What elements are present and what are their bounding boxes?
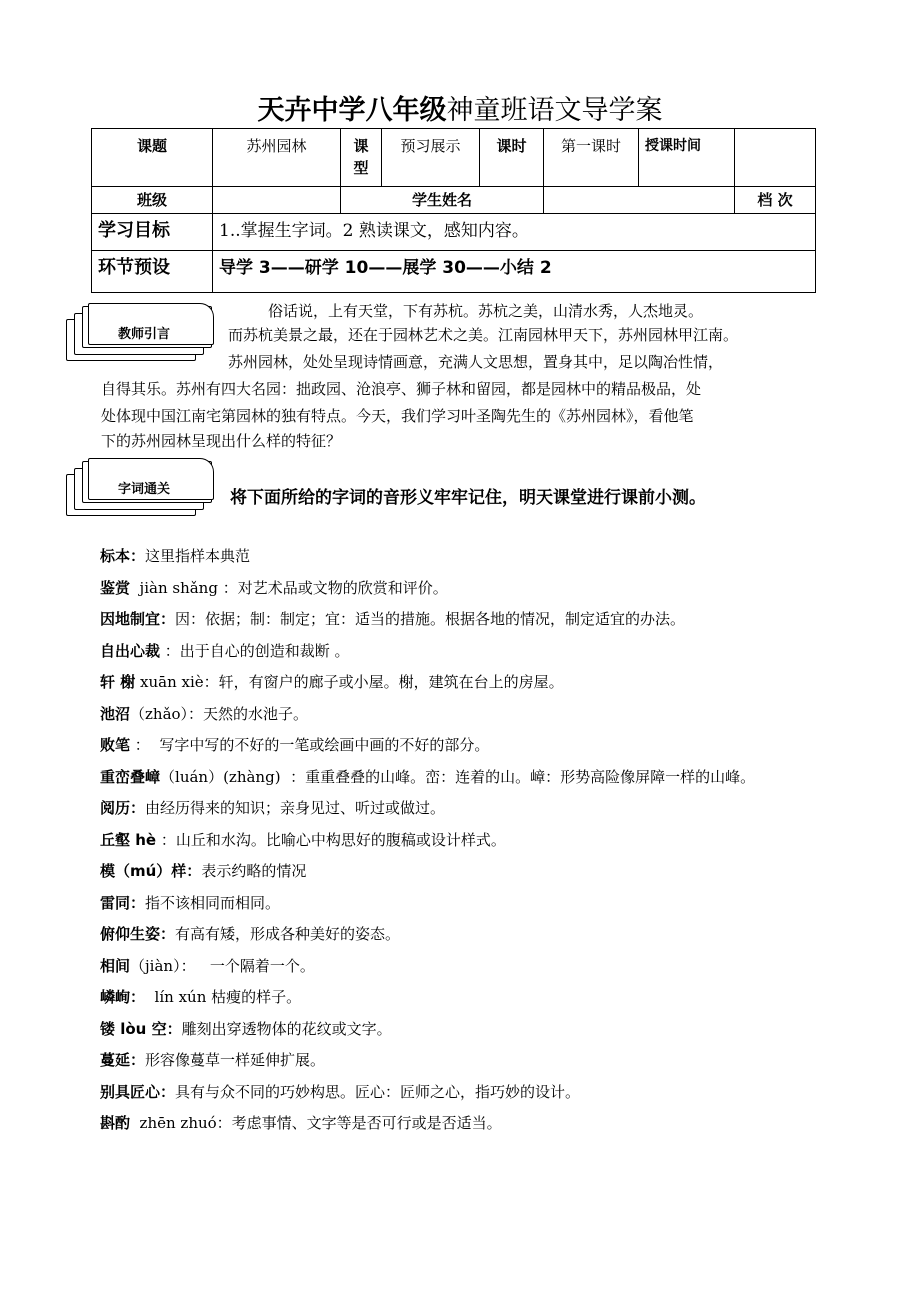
vocab-entry bbox=[100, 951, 830, 983]
vocab-definition: ： 写字中写的不好的一笔或绘画中画的不好的部分。 bbox=[130, 736, 490, 754]
vocab-entry bbox=[100, 541, 830, 573]
intro-line: 而苏杭美景之最，还在于园林艺术之美。江南园林甲天下，苏州园林甲江南。 bbox=[228, 326, 739, 344]
vocab-definition: lín xún 枯瘦的样子。 bbox=[145, 988, 302, 1006]
label-teach-time: 授课时间 bbox=[639, 129, 735, 187]
vocab-entry bbox=[100, 793, 830, 825]
vocab-definition: 有高有矮，形成各种美好的姿态。 bbox=[175, 925, 401, 943]
vocab-entry bbox=[100, 888, 830, 920]
vocab-term: 池沼 bbox=[100, 704, 131, 723]
vocabulary-list bbox=[100, 541, 830, 1140]
vocab-term: 蔓延： bbox=[100, 1051, 146, 1069]
vocab-entry bbox=[100, 1014, 830, 1046]
vocab-term: 阅历： bbox=[100, 799, 146, 817]
vocab-definition: 由经历得来的知识；亲身见过、听过或做过。 bbox=[145, 799, 446, 817]
vocab-entry bbox=[100, 982, 830, 1014]
vocab-term: 鉴赏 bbox=[100, 578, 131, 597]
vocab-term: 败笔 bbox=[100, 736, 131, 754]
vocab-term: 嶙峋： bbox=[100, 988, 146, 1006]
value-learning-goal: 1..掌握生字词。2 熟读课文，感知内容。 bbox=[213, 214, 816, 251]
vocab-definition: （luán）(zhàng) ：重重叠叠的山峰。峦：连着的山。嶂：形势高险像屏障一样的山峰。 bbox=[160, 767, 756, 786]
intro-line: 处体现中国江南宅第园林的独有特点。今天，我们学习叶圣陶先生的《苏州园林》，看他笔 bbox=[101, 407, 694, 425]
vocab-definition: zhēn zhuó：考虑事情、文字等是否可行或是否适当。 bbox=[130, 1114, 502, 1132]
vocab-term: 镂 lòu 空： bbox=[100, 1019, 182, 1038]
vocab-term: 斟酌 bbox=[100, 1114, 131, 1132]
value-stages: 导学 3——研学 10——展学 30——小结 2 bbox=[213, 251, 816, 293]
title-school: 天卉中学八年级 bbox=[257, 95, 447, 126]
vocab-term: 丘壑 hè bbox=[100, 830, 157, 849]
vocab-definition: 这里指样本典范 bbox=[145, 547, 251, 565]
vocab-entry bbox=[100, 762, 830, 794]
vocab-entry bbox=[100, 856, 830, 888]
intro-line: 下的苏州园林呈现出什么样的特征？ bbox=[101, 432, 342, 450]
teacher-intro-tag bbox=[66, 303, 214, 363]
vocab-definition: （zhǎo）：天然的水池子。 bbox=[130, 704, 309, 723]
table-row bbox=[92, 214, 816, 251]
vocab-entry bbox=[100, 699, 830, 731]
value-class bbox=[213, 187, 341, 214]
title-course: 神童班语文导学案 bbox=[446, 95, 663, 126]
vocab-term: 重峦叠嶂 bbox=[100, 767, 161, 786]
table-row bbox=[92, 129, 816, 187]
vocab-entry bbox=[100, 825, 830, 857]
label-student-name: 学生姓名 bbox=[341, 187, 544, 214]
vocab-definition: （jiàn）： 一个隔着一个。 bbox=[130, 956, 315, 975]
vocab-definition: ：山丘和水沟。比喻心中构思好的腹稿或设计样式。 bbox=[156, 830, 506, 849]
vocab-entry bbox=[100, 604, 830, 636]
vocab-definition: jiàn shǎng ：对艺术品或文物的欣赏和评价。 bbox=[130, 578, 448, 597]
label-topic: 课题 bbox=[92, 129, 213, 187]
vocab-entry bbox=[100, 1108, 830, 1140]
teacher-intro-label: 教师引言 bbox=[118, 327, 171, 342]
vocab-definition: 指不该相同而相同。 bbox=[145, 893, 281, 912]
vocab-term: 自出心裁 bbox=[100, 641, 161, 660]
vocab-term: 模（mú）样： bbox=[100, 862, 202, 880]
vocab-entry bbox=[100, 1045, 830, 1077]
vocab-term: 雷同： bbox=[100, 893, 146, 912]
value-topic: 苏州园林 bbox=[213, 129, 341, 187]
label-period: 课时 bbox=[480, 129, 544, 187]
vocab-entry bbox=[100, 730, 830, 762]
word-check-tag bbox=[66, 458, 214, 518]
vocab-term: 别具匠心： bbox=[100, 1082, 176, 1101]
vocab-definition: 因：依据；制：制定；宜：适当的措施。根据各地的情况，制定适宜的办法。 bbox=[175, 610, 686, 628]
vocab-entry bbox=[100, 573, 830, 605]
vocab-definition: xuān xiè：轩，有窗户的廊子或小屋。榭，建筑在台上的房屋。 bbox=[135, 673, 564, 691]
vocab-entry bbox=[100, 636, 830, 668]
label-grade: 档 次 bbox=[735, 187, 816, 214]
vocab-term: 相间 bbox=[100, 956, 131, 975]
intro-line: 苏州园林，处处呈现诗情画意，充满人文思想，置身其中，足以陶冶性情， bbox=[228, 353, 724, 371]
vocab-term: 轩 榭 bbox=[100, 673, 136, 691]
vocab-definition: 具有与众不同的巧妙构思。匠心：匠师之心，指巧妙的设计。 bbox=[175, 1082, 581, 1101]
vocab-term: 标本： bbox=[100, 547, 146, 565]
label-learning-goal: 学习目标 bbox=[92, 214, 213, 251]
value-teach-time bbox=[735, 129, 816, 187]
page-title bbox=[0, 94, 920, 128]
vocab-definition: 雕刻出穿透物体的花纹或文字。 bbox=[181, 1019, 392, 1038]
vocab-definition: 形容像蔓草一样延伸扩展。 bbox=[145, 1051, 326, 1069]
vocab-entry bbox=[100, 667, 830, 699]
vocab-entry bbox=[100, 1077, 830, 1109]
label-class: 班级 bbox=[92, 187, 213, 214]
table-row bbox=[92, 187, 816, 214]
table-row bbox=[92, 251, 816, 293]
word-check-label: 字词通关 bbox=[118, 482, 171, 497]
value-type: 预习展示 bbox=[382, 129, 480, 187]
vocab-definition: ：出于自心的创造和裁断 。 bbox=[160, 641, 350, 660]
label-type: 课型 bbox=[341, 129, 382, 187]
vocab-definition: 表示约略的情况 bbox=[201, 862, 307, 880]
lesson-info-table bbox=[91, 128, 816, 293]
value-student-name bbox=[544, 187, 735, 214]
vocab-term: 俯仰生姿： bbox=[100, 925, 176, 943]
vocab-entry bbox=[100, 919, 830, 951]
intro-line: 俗话说，上有天堂，下有苏杭。苏杭之美，山清水秀，人杰地灵。 bbox=[268, 302, 704, 320]
memorize-notice: 将下面所给的字词的音形义牢牢记住，明天课堂进行课前小测。 bbox=[230, 488, 706, 508]
intro-line: 自得其乐。苏州有四大名园：拙政园、沧浪亭、狮子林和留园，都是园林中的精品极品，处 bbox=[101, 380, 702, 398]
label-stages: 环节预设 bbox=[92, 251, 213, 293]
value-period: 第一课时 bbox=[544, 129, 639, 187]
vocab-term: 因地制宜： bbox=[100, 610, 176, 628]
